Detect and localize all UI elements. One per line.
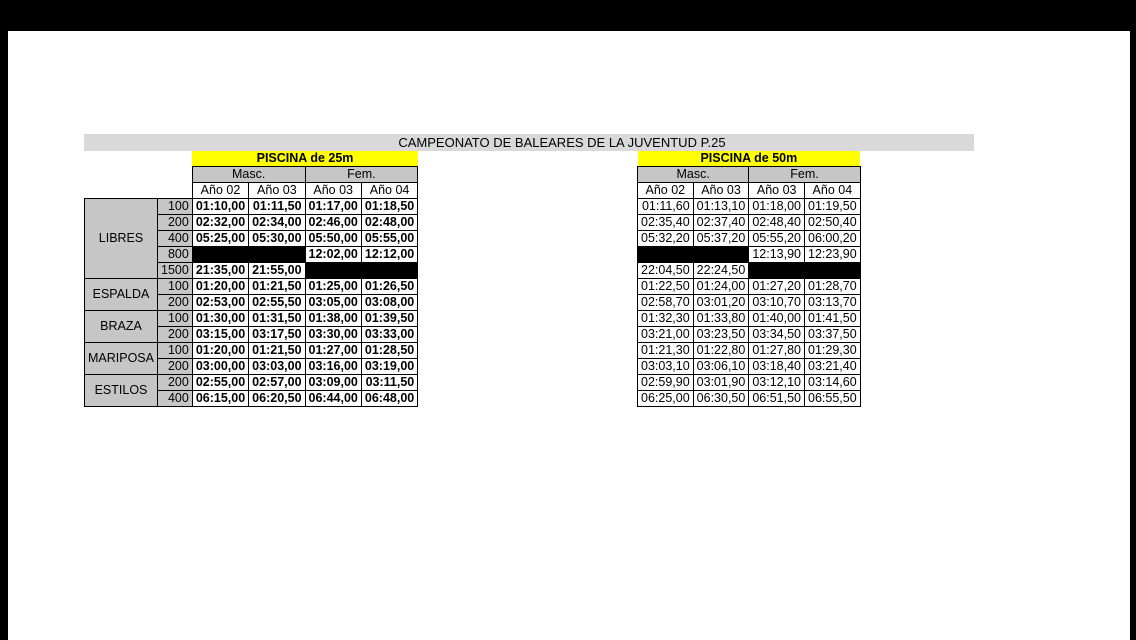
time-cell: 02:35,40 — [638, 215, 694, 231]
time-cell: 03:34,50 — [749, 327, 805, 343]
year-header: Año 02 — [192, 183, 248, 199]
header-row-years — [85, 183, 418, 199]
time-cell: 06:55,50 — [805, 391, 861, 407]
header-row-pool — [85, 151, 418, 167]
time-cell: 01:17,00 — [305, 199, 361, 215]
time-cell: 03:12,10 — [749, 375, 805, 391]
time-cell: 03:03,00 — [249, 359, 305, 375]
time-cell: 05:50,00 — [305, 231, 361, 247]
year-header: Año 02 — [638, 183, 694, 199]
pool-50-label: PISCINA de 50m — [638, 151, 861, 167]
time-cell: 03:16,00 — [305, 359, 361, 375]
time-cell: 01:10,00 — [192, 199, 248, 215]
distance-cell: 200 — [158, 375, 193, 391]
time-cell: 06:00,20 — [805, 231, 861, 247]
unavailable-cell — [192, 247, 305, 263]
time-cell: 02:50,40 — [805, 215, 861, 231]
distance-cell: 400 — [158, 391, 193, 407]
blank-cell — [85, 167, 158, 183]
time-cell: 12:12,00 — [361, 247, 417, 263]
time-cell: 03:09,00 — [305, 375, 361, 391]
header-row-groups — [638, 167, 861, 183]
time-cell: 05:25,00 — [192, 231, 248, 247]
blank-cell — [158, 183, 193, 199]
year-header: Año 03 — [693, 183, 749, 199]
time-cell: 03:01,90 — [693, 375, 749, 391]
unavailable-cell — [638, 247, 749, 263]
time-cell: 06:20,50 — [249, 391, 305, 407]
unavailable-cell — [305, 263, 418, 279]
time-cell: 21:55,00 — [249, 263, 305, 279]
time-cell: 01:29,30 — [805, 343, 861, 359]
table-row — [638, 311, 861, 327]
distance-cell: 200 — [158, 215, 193, 231]
sheet — [8, 31, 1130, 640]
time-cell: 03:17,50 — [249, 327, 305, 343]
table-50m — [637, 151, 861, 407]
stroke-label: BRAZA — [85, 311, 158, 343]
time-cell: 01:32,30 — [638, 311, 694, 327]
blank-cell — [85, 151, 158, 167]
time-cell: 03:05,00 — [305, 295, 361, 311]
blank-cell — [158, 151, 193, 167]
time-cell: 05:30,00 — [249, 231, 305, 247]
year-header: Año 04 — [805, 183, 861, 199]
time-cell: 12:23,90 — [805, 247, 861, 263]
time-cell: 01:40,00 — [749, 311, 805, 327]
stroke-label: LIBRES — [85, 199, 158, 279]
unavailable-cell — [749, 263, 860, 279]
table-row — [85, 279, 418, 295]
time-cell: 12:13,90 — [749, 247, 805, 263]
time-cell: 03:10,70 — [749, 295, 805, 311]
distance-cell: 100 — [158, 279, 193, 295]
time-cell: 05:32,20 — [638, 231, 694, 247]
time-cell: 02:37,40 — [693, 215, 749, 231]
time-cell: 06:48,00 — [361, 391, 417, 407]
table-25m-body — [85, 151, 418, 407]
table-row — [638, 343, 861, 359]
time-cell: 03:15,00 — [192, 327, 248, 343]
group-header: Fem. — [305, 167, 418, 183]
page-title — [84, 134, 974, 151]
time-cell: 02:48,00 — [361, 215, 417, 231]
time-cell: 03:37,50 — [805, 327, 861, 343]
time-cell: 01:33,80 — [693, 311, 749, 327]
table-25m — [84, 151, 418, 407]
time-cell: 01:30,00 — [192, 311, 248, 327]
time-cell: 06:25,00 — [638, 391, 694, 407]
time-cell: 05:55,20 — [749, 231, 805, 247]
table-row — [85, 343, 418, 359]
distance-cell: 200 — [158, 359, 193, 375]
table-row — [638, 279, 861, 295]
time-cell: 03:00,00 — [192, 359, 248, 375]
time-cell: 01:28,70 — [805, 279, 861, 295]
table-row — [638, 295, 861, 311]
time-cell: 02:32,00 — [192, 215, 248, 231]
time-cell: 12:02,00 — [305, 247, 361, 263]
time-cell: 01:11,50 — [249, 199, 305, 215]
time-cell: 22:24,50 — [693, 263, 749, 279]
time-cell: 01:21,30 — [638, 343, 694, 359]
stroke-label: MARIPOSA — [85, 343, 158, 375]
distance-cell: 1500 — [158, 263, 193, 279]
page-title-text: CAMPEONATO DE BALEARES DE LA JUVENTUD P.25 — [398, 135, 726, 150]
time-cell: 01:21,50 — [249, 279, 305, 295]
table-row — [638, 231, 861, 247]
time-cell: 03:30,00 — [305, 327, 361, 343]
pool-25-label: PISCINA de 25m — [192, 151, 417, 167]
table-row — [638, 247, 861, 263]
time-cell: 02:48,40 — [749, 215, 805, 231]
time-cell: 01:24,00 — [693, 279, 749, 295]
table-row — [638, 215, 861, 231]
time-cell: 01:39,50 — [361, 311, 417, 327]
time-cell: 01:22,50 — [638, 279, 694, 295]
year-header: Año 03 — [749, 183, 805, 199]
time-cell: 06:44,00 — [305, 391, 361, 407]
time-cell: 05:37,20 — [693, 231, 749, 247]
table-row — [85, 199, 418, 215]
distance-cell: 200 — [158, 295, 193, 311]
time-cell: 02:34,00 — [249, 215, 305, 231]
table-row — [85, 375, 418, 391]
time-cell: 03:19,00 — [361, 359, 417, 375]
table-row — [638, 391, 861, 407]
time-cell: 03:06,10 — [693, 359, 749, 375]
group-header: Fem. — [749, 167, 860, 183]
table-row — [638, 199, 861, 215]
blank-cell — [158, 167, 193, 183]
table-row — [638, 375, 861, 391]
time-cell: 01:27,20 — [749, 279, 805, 295]
time-cell: 01:20,00 — [192, 279, 248, 295]
year-header: Año 04 — [361, 183, 417, 199]
stroke-label: ESTILOS — [85, 375, 158, 407]
time-cell: 03:13,70 — [805, 295, 861, 311]
time-cell: 01:22,80 — [693, 343, 749, 359]
time-cell: 02:57,00 — [249, 375, 305, 391]
time-cell: 01:41,50 — [805, 311, 861, 327]
time-cell: 21:35,00 — [192, 263, 248, 279]
time-cell: 06:15,00 — [192, 391, 248, 407]
time-cell: 01:18,50 — [361, 199, 417, 215]
table-row — [85, 311, 418, 327]
distance-cell: 100 — [158, 311, 193, 327]
time-cell: 22:04,50 — [638, 263, 694, 279]
time-cell: 02:58,70 — [638, 295, 694, 311]
table-row — [638, 263, 861, 279]
time-cell: 03:33,00 — [361, 327, 417, 343]
header-row-groups — [85, 167, 418, 183]
stroke-label: ESPALDA — [85, 279, 158, 311]
time-cell: 03:08,00 — [361, 295, 417, 311]
table-50m-body — [638, 151, 861, 407]
time-cell: 03:01,20 — [693, 295, 749, 311]
distance-cell: 200 — [158, 327, 193, 343]
time-cell: 01:31,50 — [249, 311, 305, 327]
distance-cell: 100 — [158, 199, 193, 215]
time-cell: 01:11,60 — [638, 199, 694, 215]
time-cell: 02:55,00 — [192, 375, 248, 391]
year-header: Año 03 — [249, 183, 305, 199]
time-cell: 06:30,50 — [693, 391, 749, 407]
time-cell: 01:19,50 — [805, 199, 861, 215]
time-cell: 01:28,50 — [361, 343, 417, 359]
header-row-pool — [638, 151, 861, 167]
time-cell: 01:38,00 — [305, 311, 361, 327]
distance-cell: 100 — [158, 343, 193, 359]
time-cell: 03:18,40 — [749, 359, 805, 375]
header-row-years — [638, 183, 861, 199]
year-header: Año 03 — [305, 183, 361, 199]
time-cell: 01:18,00 — [749, 199, 805, 215]
time-cell: 01:27,00 — [305, 343, 361, 359]
blank-cell — [85, 183, 158, 199]
distance-cell: 800 — [158, 247, 193, 263]
time-cell: 03:21,00 — [638, 327, 694, 343]
time-cell: 05:55,00 — [361, 231, 417, 247]
distance-cell: 400 — [158, 231, 193, 247]
time-cell: 01:25,00 — [305, 279, 361, 295]
time-cell: 01:27,80 — [749, 343, 805, 359]
table-row — [638, 327, 861, 343]
time-cell: 03:03,10 — [638, 359, 694, 375]
time-cell: 02:46,00 — [305, 215, 361, 231]
time-cell: 03:14,60 — [805, 375, 861, 391]
time-cell: 06:51,50 — [749, 391, 805, 407]
time-cell: 01:26,50 — [361, 279, 417, 295]
group-header: Masc. — [192, 167, 305, 183]
time-cell: 03:23,50 — [693, 327, 749, 343]
time-cell: 02:53,00 — [192, 295, 248, 311]
time-cell: 03:11,50 — [361, 375, 417, 391]
time-cell: 02:55,50 — [249, 295, 305, 311]
group-header: Masc. — [638, 167, 749, 183]
time-cell: 01:21,50 — [249, 343, 305, 359]
time-cell: 01:13,10 — [693, 199, 749, 215]
table-row — [638, 359, 861, 375]
time-cell: 01:20,00 — [192, 343, 248, 359]
time-cell: 03:21,40 — [805, 359, 861, 375]
time-cell: 02:59,90 — [638, 375, 694, 391]
